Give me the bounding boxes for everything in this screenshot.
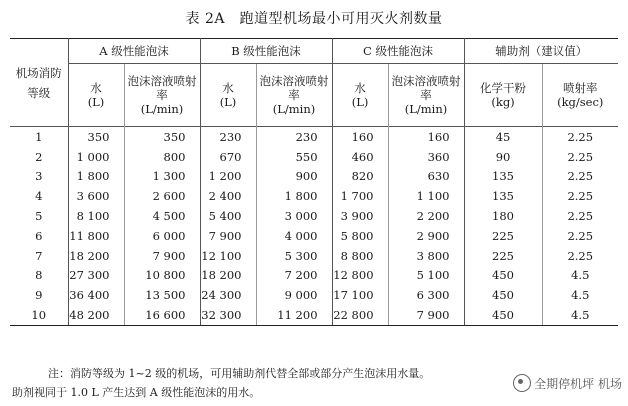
cell-water-b: 5 400 xyxy=(200,206,256,226)
cell-foam-a: 800 xyxy=(124,147,200,167)
cell-foam-a: 13 500 xyxy=(124,285,200,305)
cell-water-b: 2 400 xyxy=(200,186,256,206)
header-group-b: B 级性能泡沫 xyxy=(200,39,332,64)
cell-rate: 2.25 xyxy=(567,169,594,184)
cell-level: 10 xyxy=(10,305,68,325)
cell-foam-c: 2 900 xyxy=(388,226,464,246)
cell-foam-b: 3 000 xyxy=(256,206,332,226)
cell-level: 2 xyxy=(10,147,68,167)
cell-foam-a: 350 xyxy=(124,127,200,147)
cell-water-b: 12 100 xyxy=(200,246,256,266)
cell-foam-c: 1 100 xyxy=(388,186,464,206)
cell-level: 1 xyxy=(10,127,68,147)
table-row xyxy=(10,127,618,147)
table-row xyxy=(10,226,618,246)
cell-foam-c: 360 xyxy=(388,147,464,167)
note-line-2: 助剂视同于 1.0 L 产生达到 A 级性能泡沫的用水。 xyxy=(12,386,261,399)
cell-water-a: 27 300 xyxy=(68,266,124,286)
cell-water-a: 3 600 xyxy=(68,186,124,206)
cell-powder: 135 xyxy=(464,167,542,187)
cell-foam-a: 4 500 xyxy=(124,206,200,226)
cell-foam-b: 550 xyxy=(256,147,332,167)
header-powder: 化学干粉 (kg) xyxy=(464,64,542,127)
header-water-b: 水 (L) xyxy=(200,64,256,127)
cell-level: 9 xyxy=(10,285,68,305)
header-group-c: C 级性能泡沫 xyxy=(332,39,464,64)
cell-foam-b: 4 000 xyxy=(256,226,332,246)
header-foam-b: 泡沫溶液喷射率 (L/min) xyxy=(256,64,332,127)
cell-level: 8 xyxy=(10,266,68,286)
cell-water-c: 22 800 xyxy=(332,305,388,325)
cell-water-a: 1 800 xyxy=(68,167,124,187)
cell-level: 7 xyxy=(10,246,68,266)
table-row xyxy=(10,167,618,187)
cell-foam-a: 10 800 xyxy=(124,266,200,286)
cell-level: 6 xyxy=(10,226,68,246)
table-row xyxy=(10,285,618,305)
header-water-a: 水 (L) xyxy=(68,64,124,127)
table-row xyxy=(10,305,618,325)
header-foam-a: 泡沫溶液喷射率 (L/min) xyxy=(124,64,200,127)
table-row xyxy=(10,206,618,226)
cell-foam-c: 5 100 xyxy=(388,266,464,286)
cell-rate: 4.5 xyxy=(571,288,590,303)
table-title: 表 2A 跑道型机场最小可用灭火剂数量 xyxy=(185,11,443,27)
header-water-c: 水 (L) xyxy=(332,64,388,127)
cell-foam-b: 9 000 xyxy=(256,285,332,305)
cell-powder: 450 xyxy=(464,305,542,325)
cell-foam-b: 7 200 xyxy=(256,266,332,286)
cell-rate: 4.5 xyxy=(542,305,618,325)
cell-powder: 180 xyxy=(464,206,542,226)
table-row xyxy=(10,186,618,206)
cell-water-b: 230 xyxy=(200,127,256,147)
table-row xyxy=(10,246,618,266)
cell-foam-c: 630 xyxy=(388,167,464,187)
cell-powder: 450 xyxy=(464,285,542,305)
cell-level: 4 xyxy=(10,186,68,206)
cell-water-a: 11 800 xyxy=(68,226,124,246)
cell-powder: 450 xyxy=(464,266,542,286)
cell-foam-a: 7 900 xyxy=(124,246,200,266)
cell-powder: 225 xyxy=(464,246,542,266)
cell-foam-a: 1 300 xyxy=(124,167,200,187)
header-level: 机场消防等级 xyxy=(10,39,68,127)
cell-water-c: 8 800 xyxy=(332,246,388,266)
cell-foam-c: 7 900 xyxy=(388,305,464,325)
cell-rate: 2.25 xyxy=(567,149,594,164)
header-group-aux: 辅助剂（建议值） xyxy=(464,39,618,64)
cell-water-c: 17 100 xyxy=(332,285,388,305)
cell-water-b: 32 300 xyxy=(200,305,256,325)
wechat-channel-icon xyxy=(513,374,531,392)
cell-rate: 2.25 xyxy=(567,248,594,263)
cell-foam-c: 2 200 xyxy=(388,206,464,226)
cell-water-c: 460 xyxy=(332,147,388,167)
extinguishing-agent-table xyxy=(10,38,618,326)
cell-water-c: 12 800 xyxy=(332,266,388,286)
cell-powder: 225 xyxy=(464,226,542,246)
cell-rate: 2.25 xyxy=(567,228,594,243)
header-group-a: A 级性能泡沫 xyxy=(68,39,200,64)
cell-level: 5 xyxy=(10,206,68,226)
header-rate: 喷射率 (kg/sec) xyxy=(557,81,604,109)
cell-rate: 2.25 xyxy=(567,209,594,224)
cell-water-a: 8 100 xyxy=(68,206,124,226)
cell-powder: 90 xyxy=(464,147,542,167)
cell-water-c: 5 800 xyxy=(332,226,388,246)
cell-water-a: 18 200 xyxy=(68,246,124,266)
table-row xyxy=(10,266,618,286)
cell-foam-b: 1 800 xyxy=(256,186,332,206)
cell-powder: 135 xyxy=(464,186,542,206)
watermark xyxy=(513,374,622,392)
cell-water-b: 7 900 xyxy=(200,226,256,246)
cell-water-a: 48 200 xyxy=(68,305,124,325)
cell-water-c: 160 xyxy=(332,127,388,147)
note-line-1-tail: 用水量。 xyxy=(386,367,431,380)
cell-level: 3 xyxy=(10,167,68,187)
cell-water-b: 1 200 xyxy=(200,167,256,187)
cell-foam-c: 3 800 xyxy=(388,246,464,266)
cell-foam-a: 16 600 xyxy=(124,305,200,325)
watermark-text: 全期停机坪 机场 xyxy=(534,376,622,391)
cell-rate: 2.25 xyxy=(567,189,594,204)
cell-powder: 45 xyxy=(464,127,542,147)
cell-foam-b: 11 200 xyxy=(256,305,332,325)
cell-foam-c: 160 xyxy=(388,127,464,147)
table-row xyxy=(10,147,618,167)
cell-foam-b: 900 xyxy=(256,167,332,187)
note-line-1: 注：消防等级为 1~2 级的机场，可用辅助剂代替全部或部分产生泡沫 xyxy=(48,367,387,380)
cell-water-c: 820 xyxy=(332,167,388,187)
cell-water-a: 350 xyxy=(68,127,124,147)
cell-water-a: 1 000 xyxy=(68,147,124,167)
cell-water-a: 36 400 xyxy=(68,285,124,305)
cell-water-b: 670 xyxy=(200,147,256,167)
cell-water-b: 18 200 xyxy=(200,266,256,286)
cell-rate: 2.25 xyxy=(567,129,594,144)
cell-foam-b: 230 xyxy=(256,127,332,147)
cell-foam-b: 5 300 xyxy=(256,246,332,266)
cell-foam-a: 2 600 xyxy=(124,186,200,206)
cell-foam-a: 6 000 xyxy=(124,226,200,246)
cell-water-b: 24 300 xyxy=(200,285,256,305)
cell-water-c: 3 900 xyxy=(332,206,388,226)
cell-water-c: 1 700 xyxy=(332,186,388,206)
cell-foam-c: 6 300 xyxy=(388,285,464,305)
cell-rate: 4.5 xyxy=(571,268,590,283)
header-foam-c: 泡沫溶液喷射率 (L/min) xyxy=(388,64,464,127)
